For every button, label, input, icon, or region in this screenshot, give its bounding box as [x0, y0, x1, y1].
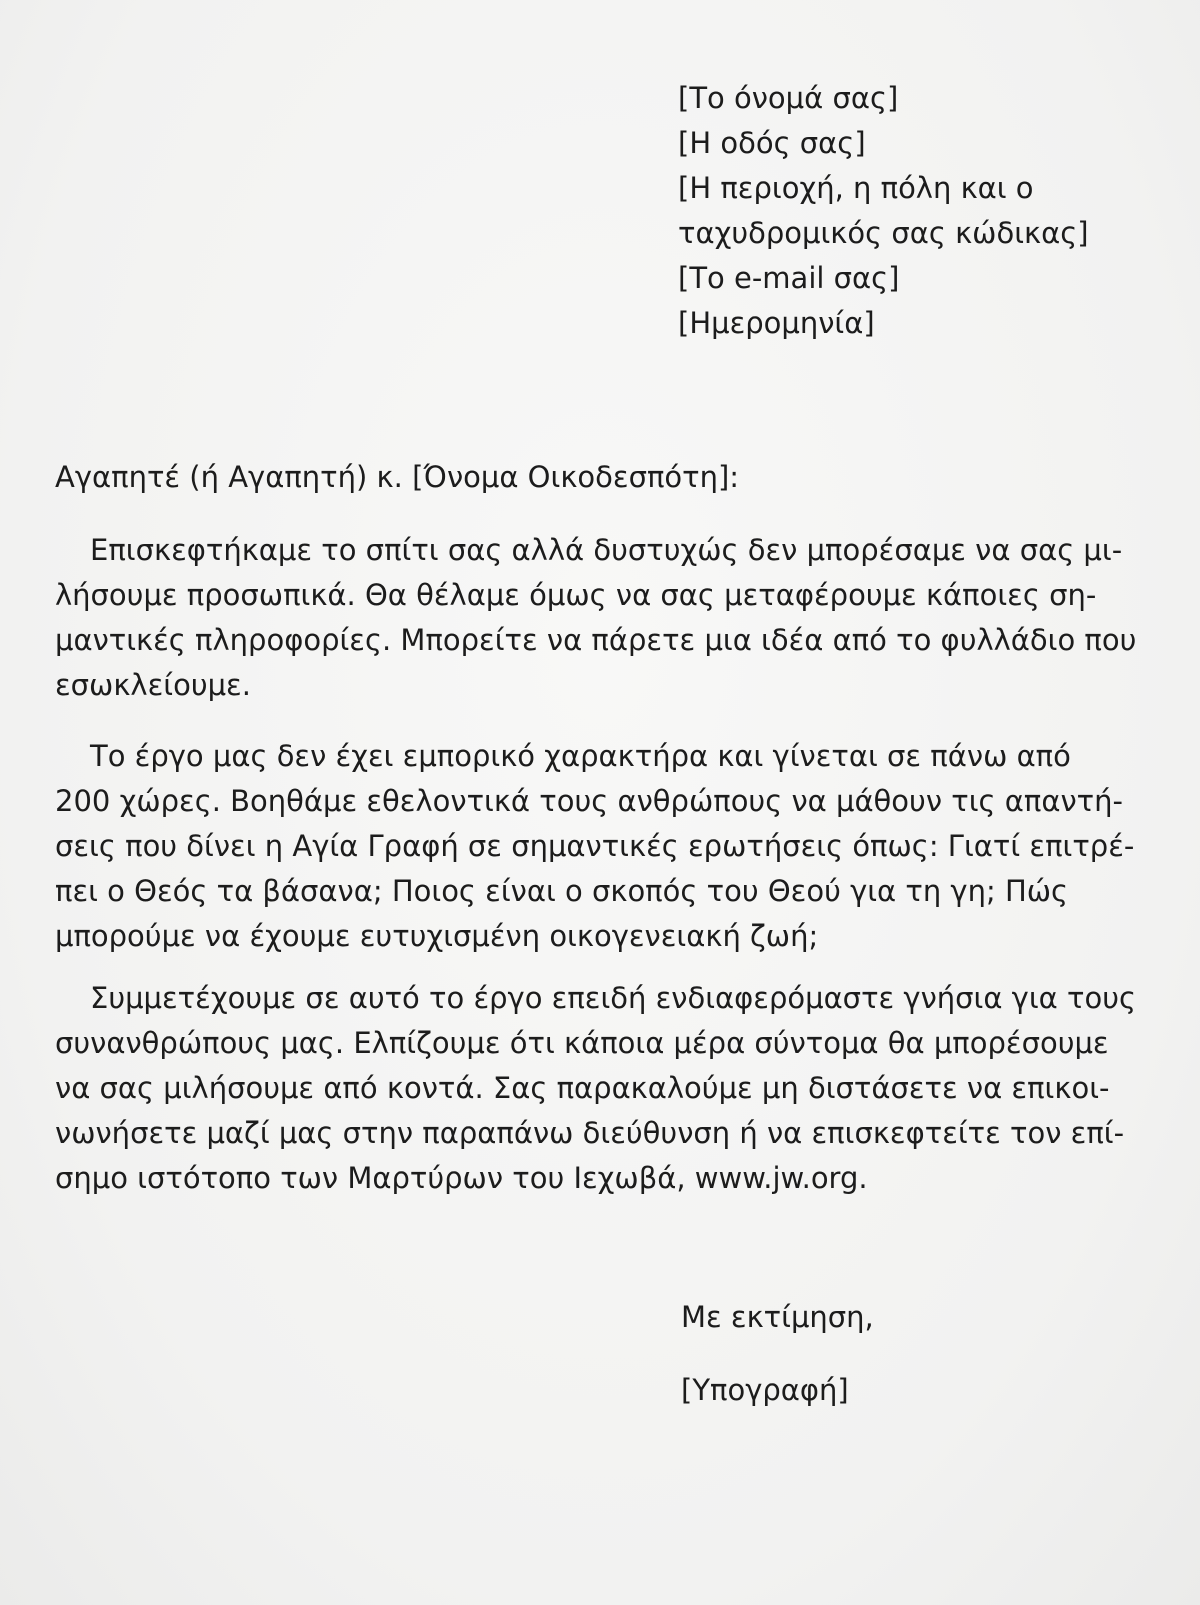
sender-date: [Ημερομηνία]: [678, 306, 875, 340]
sender-email: [Το e-mail σας]: [678, 261, 900, 295]
paragraph-3-line-3: να σας μιλήσουμε από κοντά. Σας παρακαλούμε μη διστάσετε να επικοι-: [55, 1071, 1110, 1105]
sender-area-line-1: [Η περιοχή, η πόλη και ο: [678, 171, 1034, 205]
sender-address-block: [678, 76, 1178, 346]
paragraph-3-line-2: συνανθρώπους μας. Ελπίζουμε ότι κάποια μέρα σύντομα θα μπορέσουμε: [55, 1026, 1109, 1060]
salutation: Αγαπητέ (ή Αγαπητή) κ. [Όνομα Οικοδεσπότη]:: [55, 460, 740, 494]
signature-placeholder: [Υπογραφή]: [681, 1373, 849, 1407]
valediction: Με εκτίμηση,: [681, 1300, 874, 1334]
paragraph-2-line-3: σεις που δίνει η Αγία Γραφή σε σημαντικές ερωτήσεις όπως: Γιατί επιτρέ-: [55, 829, 1135, 863]
paragraph-1-line-1: Επισκεφτήκαμε το σπίτι σας αλλά δυστυχώς δεν μπορέσαμε να σας μι-: [90, 533, 1123, 567]
paragraph-2-line-5: μπορούμε να έχουμε ευτυχισμένη οικογενειακή ζωή;: [55, 919, 819, 953]
sender-name: [Το όνομά σας]: [678, 81, 899, 115]
paragraph-2-line-2: 200 χώρες. Βοηθάμε εθελοντικά τους ανθρώπους να μάθουν τις απαντή-: [55, 784, 1123, 818]
sender-street: [Η οδός σας]: [678, 126, 866, 160]
paragraph-2-line-4: πει ο Θεός τα βάσανα; Ποιος είναι ο σκοπός του Θεού για τη γη; Πώς: [55, 874, 1069, 908]
paragraph-1-line-2: λήσουμε προσωπικά. Θα θέλαμε όμως να σας μεταφέρουμε κάποιες ση-: [55, 578, 1097, 612]
paragraph-2-line-1: Το έργο μας δεν έχει εμπορικό χαρακτήρα και γίνεται σε πάνω από: [90, 739, 1071, 773]
paragraph-3-line-5: σημο ιστότοπο των Μαρτύρων του Ιεχωβά, www.jw.org.: [55, 1161, 868, 1195]
paragraph-3-line-4: νωνήσετε μαζί μας στην παραπάνω διεύθυνση ή να επισκεφτείτε τον επί-: [55, 1116, 1125, 1150]
sender-area-line-2: ταχυδρομικός σας κώδικας]: [678, 216, 1089, 250]
paragraph-3-line-1: Συμμετέχουμε σε αυτό το έργο επειδή ενδιαφερόμαστε γνήσια για τους: [90, 981, 1136, 1015]
paragraph-1-line-4: εσωκλείουμε.: [55, 668, 251, 702]
paragraph-1-line-3: μαντικές πληροφορίες. Μπορείτε να πάρετε μια ιδέα από το φυλλάδιο που: [55, 623, 1137, 657]
